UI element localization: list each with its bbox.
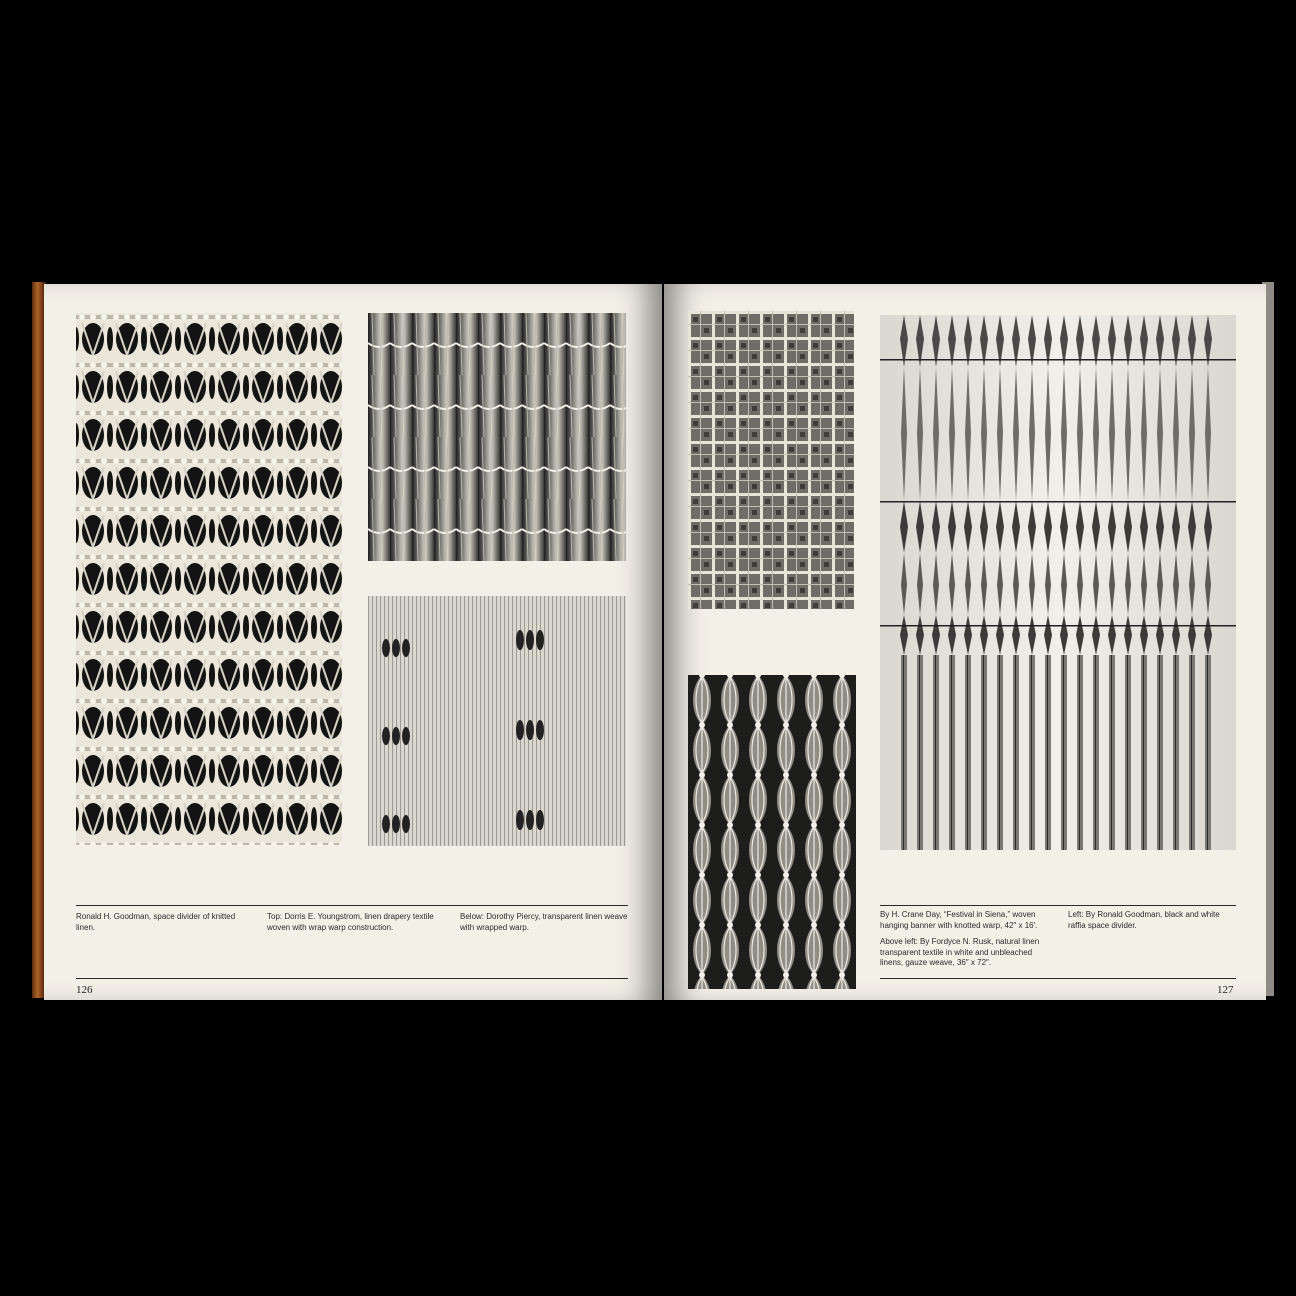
page-number-right: 127	[1217, 984, 1234, 996]
raffia-space-divider-photo	[688, 675, 856, 989]
caption-rule-top	[76, 905, 628, 906]
festival-in-siena-banner-photo	[880, 315, 1236, 850]
caption-crane-day-and-rusk	[880, 910, 1056, 975]
page-number-left: 126	[76, 984, 93, 996]
folio-rule-right	[880, 978, 1236, 979]
wrap-warp-drapery-photo	[368, 313, 626, 561]
knitted-linen-photo	[76, 313, 342, 845]
caption-piercy: Below: Dorothy Piercy, transparent linen weave with wrapped warp.	[460, 912, 628, 932]
caption-crane-day: By H. Crane Day, “Festival in Siena,” woven hanging banner with knotted warp, 42″ x 16′.	[880, 910, 1038, 930]
right-page	[664, 284, 1266, 1000]
gauze-weave-photo	[688, 311, 854, 609]
caption-knitted-linen: Ronald H. Goodman, space divider of knitted linen.	[76, 912, 236, 932]
caption-rule-top-right	[880, 905, 1236, 906]
caption-rusk: Above left: By Fordyce N. Rusk, natural linen transparent textile in white and unbleached linens, gauze weave, 36″ x 72″.	[880, 937, 1040, 967]
folio-rule	[76, 978, 628, 979]
caption-youngstrom: Top: Dorris E. Youngstrom, linen drapery textile woven with wrap warp construction.	[267, 912, 434, 932]
caption-goodman-raffia: Left: By Ronald Goodman, black and white raffia space divider.	[1068, 910, 1220, 930]
left-page	[44, 284, 662, 1000]
wrapped-warp-weave-photo	[368, 596, 626, 846]
